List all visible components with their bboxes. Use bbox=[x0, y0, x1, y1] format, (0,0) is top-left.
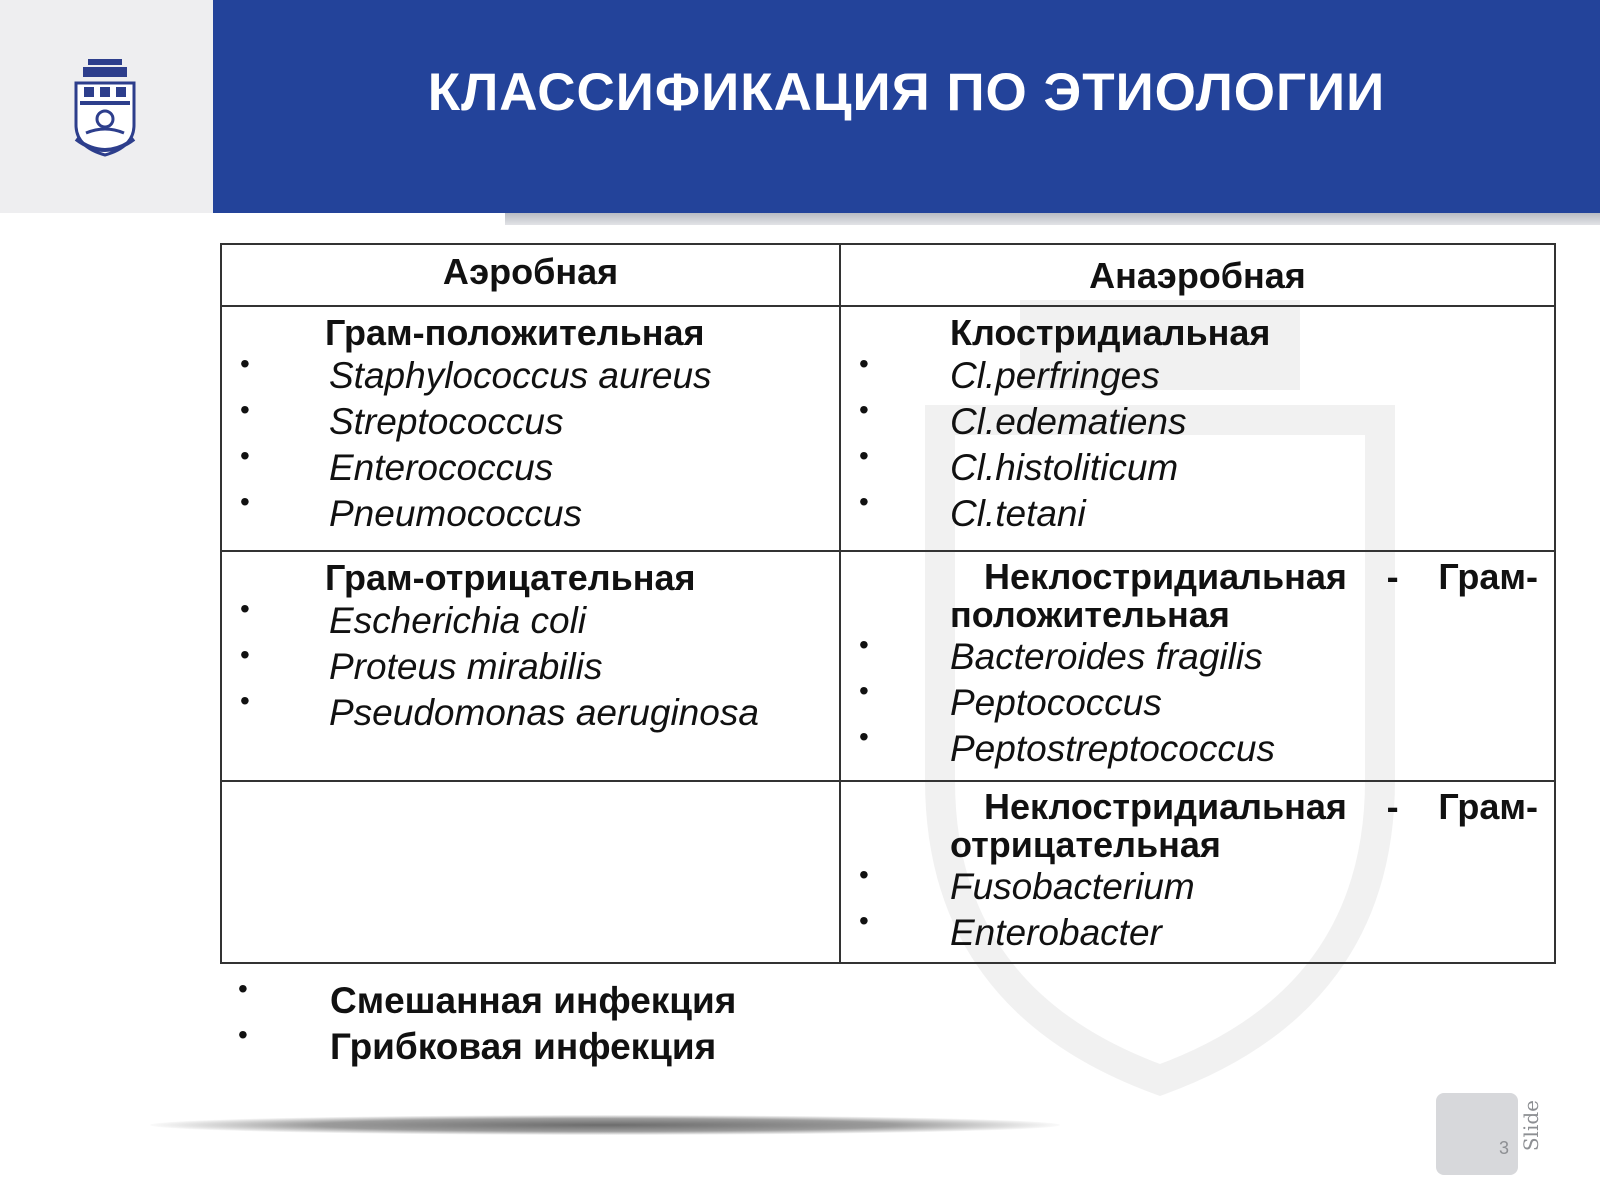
group-title: Грам-положительная bbox=[325, 312, 705, 353]
list-item: • Staphylococcus aureus bbox=[240, 348, 712, 396]
list-item: • Peptostreptococcus bbox=[859, 721, 1275, 769]
footer-shadow bbox=[150, 1115, 1060, 1135]
list-item: • Смешанная инфекция bbox=[238, 973, 737, 1021]
cell-nonclostridial-negative bbox=[840, 781, 1555, 963]
list-item: • Cl.perfringes bbox=[859, 348, 1160, 396]
list-item: • Cl.histoliticum bbox=[859, 440, 1179, 488]
header-shadow bbox=[505, 213, 1600, 225]
page-title: КЛАССИФИКАЦИЯ ПО ЭТИОЛОГИИ bbox=[427, 63, 1386, 122]
list-item: • Fusobacterium bbox=[859, 859, 1195, 907]
cell-clostridial bbox=[840, 306, 1555, 551]
list-item: • Pneumococcus bbox=[240, 486, 582, 534]
group-title: Грам-отрицательная bbox=[325, 557, 696, 598]
list-item: • Proteus mirabilis bbox=[240, 639, 603, 687]
group-title: Клостридиальная bbox=[950, 312, 1271, 353]
slide-label: Slide bbox=[1519, 1100, 1543, 1152]
list-item: • Cl.tetani bbox=[859, 486, 1086, 534]
slide-number: 3 bbox=[1499, 1138, 1510, 1158]
cell-gram-negative bbox=[221, 551, 840, 781]
list-item: • Cl.edematiens bbox=[859, 394, 1187, 442]
bottom-list bbox=[220, 973, 737, 1070]
group-title: Неклостридиальная - Грам- положительная bbox=[950, 556, 1538, 635]
list-item: • Грибковая инфекция bbox=[238, 1019, 717, 1067]
list-item: • Escherichia coli bbox=[240, 593, 587, 641]
list-item: • Enterobacter bbox=[859, 905, 1162, 953]
cell-nonclostridial-positive bbox=[840, 551, 1555, 781]
header-anaerobic: Анаэробная bbox=[840, 244, 1555, 306]
list-item: • Peptococcus bbox=[859, 675, 1162, 723]
cell-empty bbox=[221, 781, 840, 963]
list-item: • Pseudomonas aeruginosa bbox=[240, 685, 759, 733]
group-title: Неклостридиальная - Грам- отрицательная bbox=[950, 786, 1538, 865]
list-item: • Bacteroides fragilis bbox=[859, 629, 1263, 677]
header-aerobic: Аэробная bbox=[221, 244, 840, 306]
slide-number-box bbox=[1436, 1093, 1518, 1175]
university-crest-icon bbox=[70, 55, 140, 159]
classification-table bbox=[220, 243, 1556, 964]
list-item: • Streptococcus bbox=[240, 394, 564, 442]
cell-gram-positive bbox=[221, 306, 840, 551]
list-item: • Enterococcus bbox=[240, 440, 554, 488]
